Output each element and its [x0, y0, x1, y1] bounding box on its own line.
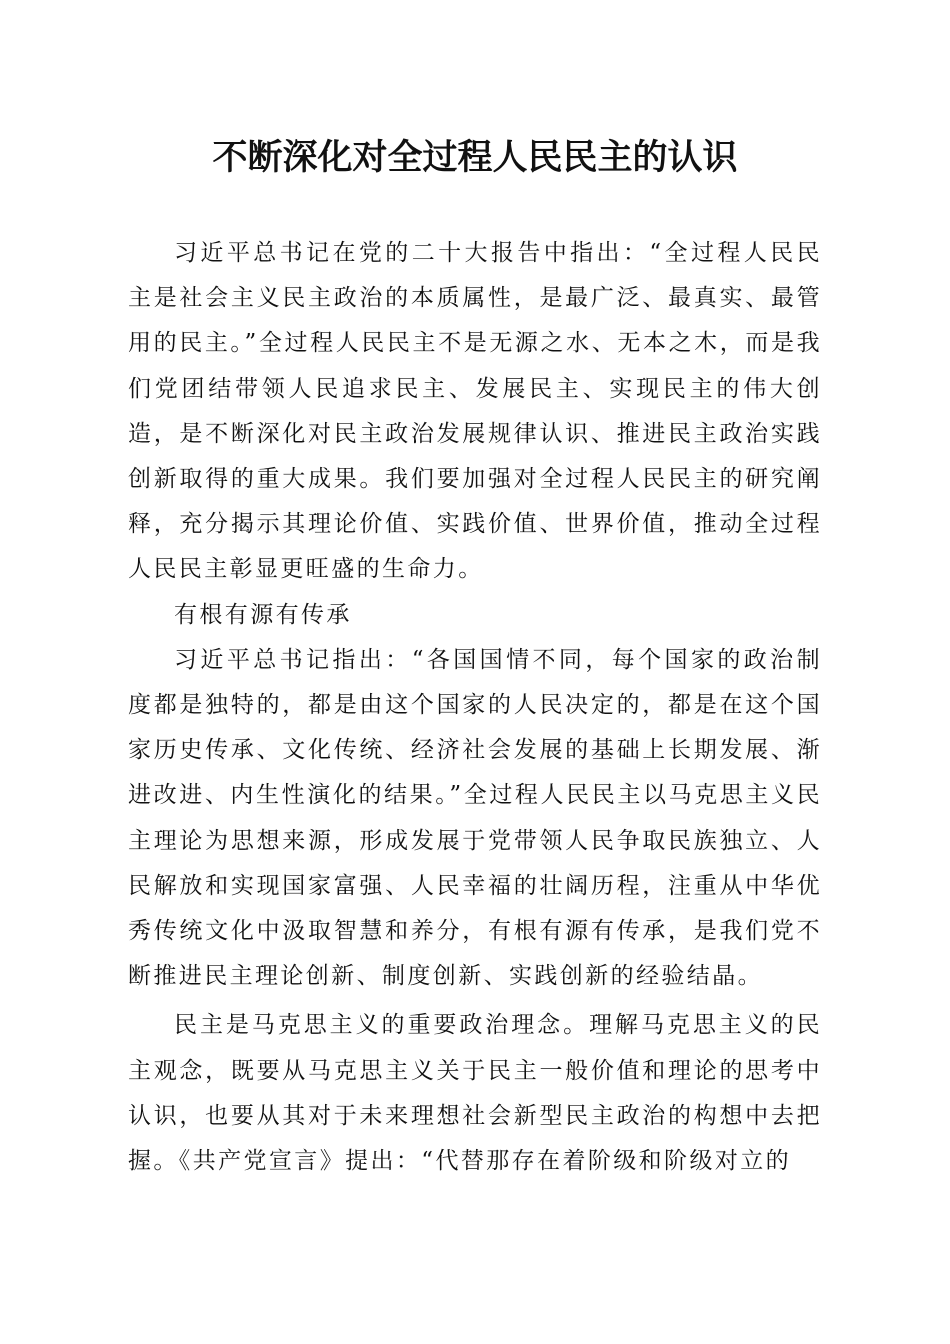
intro-paragraph: 习近平总书记在党的二十大报告中指出：“全过程人民民主是社会主义民主政治的本质属性，是最广泛、最真实、最管用的民主。”全过程人民民主不是无源之水、无本之木，而是我们党团结带领人民追求民主、发展民主、实现民主的伟大创造，是不断深化对民主政治发展规律认识、推进民主政治实践创新取得的重大成果。我们要加强对全过程人民民主的研究阐释，充分揭示其理论价值、实践价值、世界价值，推动全过程人民民主彰显更旺盛的生命力。 [128, 240, 822, 583]
document-title: 不断深化对全过程人民民主的认识 [212, 137, 738, 178]
section-paragraph-1: 习近平总书记指出：“各国国情不同，每个国家的政治制度都是独特的，都是由这个国家的人民决定的，都是在这个国家历史传承、文化传统、经济社会发展的基础上长期发展、渐进改进、内生性演化的结果。”全过程人民民主以马克思主义民主理论为思想来源，形成发展于党带领人民争取民族独立、人民解放和实现国家富强、人民幸福的壮阔历程，注重从中华优秀传统文化中汲取智慧和养分，有根有源有传承，是我们党不断推进民主理论创新、制度创新、实践创新的经验结晶。 [128, 646, 822, 990]
section-heading: 有根有源有传承 [174, 601, 352, 628]
document-body [128, 231, 822, 1184]
section-paragraph-2: 民主是马克思主义的重要政治理念。理解马克思主义的民主观念，既要从马克思主义关于民主一般价值和理论的思考中认识，也要从其对于未来理想社会新型民主政治的构想中去把握。《共产党宣言》提出：“代替那存在着阶级和阶级对立的 [128, 1012, 822, 1175]
